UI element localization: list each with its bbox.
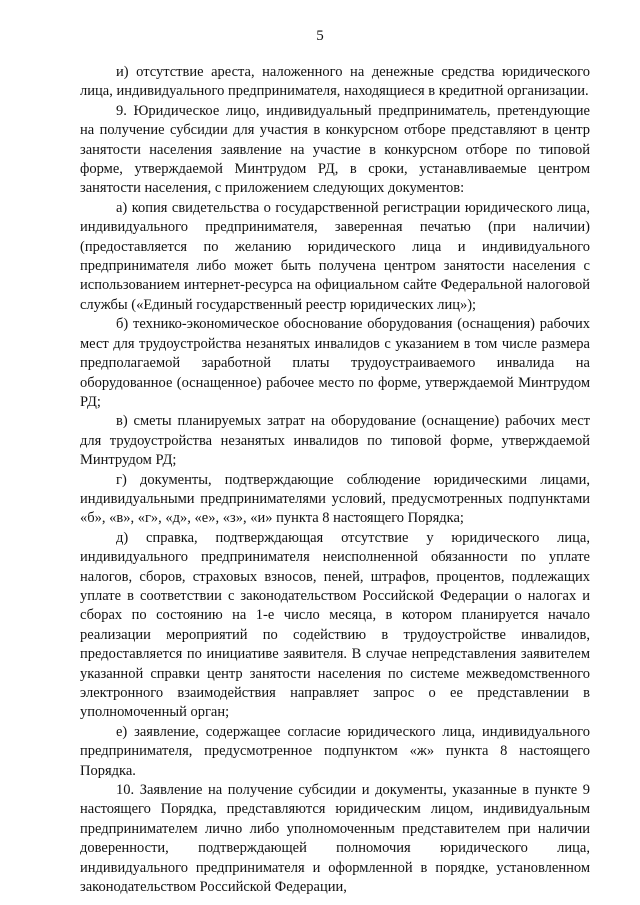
paragraph-9g: г) документы, подтверждающие соблюдение юридическими лицами, индивидуальными предпринимателями условий, предусмотренных подпунктами «б», «в», «г», «д», «е», «з», «и» пункта 8 настоящего Порядка;: [80, 471, 590, 527]
paragraph-9a: а) копия свидетельства о государственной регистрации юридического лица, индивидуального предпринимателя, заверенная печатью (при наличии) (предоставляется по желанию юридического лица и индивидуального предпринимателя либо может быть получена центром занятости населения с использованием интернет-ресурса на официальном сайте Федеральной налоговой службы («Единый государственный реестр юридических лиц»);: [80, 199, 590, 313]
paragraph-9b: б) технико-экономическое обоснование оборудования (оснащения) рабочих мест для трудоустройства незанятых инвалидов с указанием в том числе размера предполагаемой заработной платы трудоустраиваемого инвалида на оборудованное (оснащенное) рабочее место по форме, утверждаемой Минтрудом РД;: [80, 316, 590, 410]
paragraph-10: 10. Заявление на получение субсидии и документы, указанные в пункте 9 настоящего Порядка, представляются юридическим лицом, индивидуальным предпринимателем лично либо уполномоченным представителем при наличии доверенности, подтверждающей полномочия юридического лица, индивидуального предпринимателя и оформленной в порядке, установленном законодательством Российской Федерации,: [80, 782, 590, 896]
paragraph-9d: д) справка, подтверждающая отсутствие у юридического лица, индивидуального предпринимателя неисполненной обязанности по уплате налогов, сборов, страховых взносов, пеней, штрафов, процентов, подлежащих уплате в соответствии с законодательством Российской Федерации о налогах и сборах по состоянию на 1-е число месяца, в котором планируется начало реализации мероприятий по содействию в трудоустройстве инвалидов, предоставляется по инициативе заявителя. В случае непредставления заявителем указанной справки центр занятости населения по системе межведомственного электронного взаимодействия направляет запрос о ее представлении в уполномоченный орган;: [80, 529, 590, 721]
document-body: [80, 63, 590, 897]
paragraph-i: и) отсутствие ареста, наложенного на денежные средства юридического лица, индивидуального предпринимателя, находящиеся в кредитной организации.: [80, 64, 590, 100]
paragraph-9: 9. Юридическое лицо, индивидуальный предприниматель, претендующие на получение субсидии для участия в конкурсном отборе представляют в центр занятости населения заявление на участие в конкурсном отборе по типовой форме, утверждаемой Минтрудом РД, в сроки, устанавливаемые центром занятости населения, с приложением следующих документов:: [80, 102, 590, 197]
paragraph-9v: в) сметы планируемых затрат на оборудование (оснащение) рабочих мест для трудоустройства незанятых инвалидов по типовой форме, утверждаемой Минтрудом РД;: [80, 413, 590, 469]
paragraph-9e: е) заявление, содержащее согласие юридического лица, индивидуального предпринимателя, предусмотренное подпунктом «ж» пункта 8 настоящего Порядка.: [80, 723, 590, 779]
page-number: 5: [316, 28, 324, 44]
